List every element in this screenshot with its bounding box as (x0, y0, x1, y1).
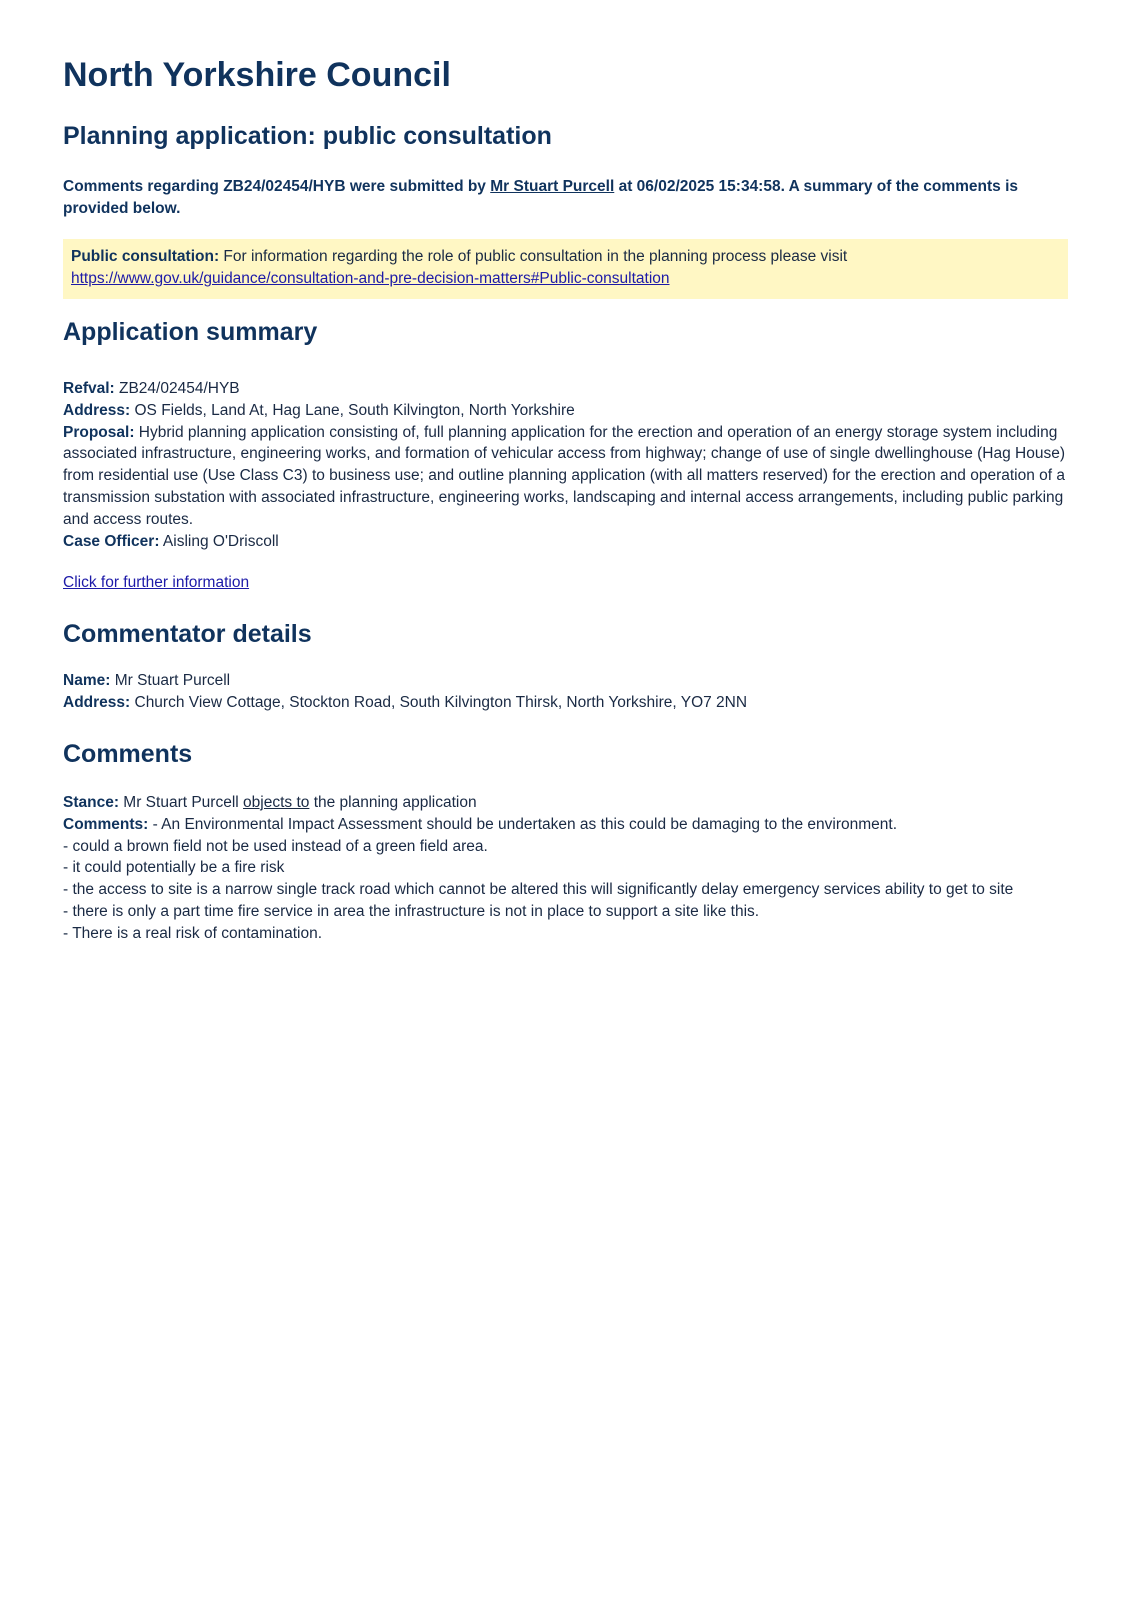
stance-prefix: Mr Stuart Purcell (119, 794, 244, 811)
address-value: OS Fields, Land At, Hag Lane, South Kilvington, North Yorkshire (130, 401, 575, 419)
commentator-address-value: Church View Cottage, Stockton Road, South Kilvington Thirsk, North Yorkshire, YO7 2NN (130, 693, 748, 711)
commentator-address-label: Address: (63, 693, 131, 711)
application-summary (63, 378, 1068, 552)
submission-intro (63, 176, 1068, 220)
comment-text: - An Environmental Impact Assessment should be undertaken as this could be damaging to the environment. (148, 815, 898, 833)
comment-line: - the access to site is a narrow single track road which cannot be altered this will significantly delay emergency services ability to get to site (63, 881, 1014, 899)
page-title: Planning application: public consultation (63, 122, 552, 150)
proposal-label: Proposal: (63, 423, 135, 441)
notice-label: Public consultation: (71, 248, 220, 265)
comment-line (63, 814, 1068, 836)
commentator-address-row (63, 692, 1068, 714)
commentator-name-label: Name: (63, 672, 111, 689)
stance-row (63, 792, 1068, 814)
case-officer-row (63, 531, 1068, 553)
comments-section (63, 792, 1068, 945)
stance-verb: objects to (243, 794, 310, 811)
notice-text: For information regarding the role of public consultation in the planning process please visit (219, 248, 848, 265)
submitter-name: Mr Stuart Purcell (490, 178, 615, 195)
comment-line: - there is only a part time fire service in area the infrastructure is not in place to support a site like this. (63, 902, 760, 920)
intro-prefix: Comments regarding ZB24/02454/HYB were submitted by (63, 178, 491, 195)
commentator-heading: Commentator details (63, 620, 312, 648)
refval-row (63, 378, 1068, 400)
intro-suffix: at 06/02/2025 15:34:58. A summary of the comments is provided below. (63, 178, 1019, 217)
comment-line: - it could potentially be a fire risk (63, 859, 285, 877)
comment-line: - could a brown field not be used instead of a green field area. (63, 837, 488, 855)
refval-label: Refval: (63, 380, 115, 397)
address-label: Address: (63, 401, 131, 419)
comment-line: - There is a real risk of contamination. (63, 924, 323, 942)
refval-value: ZB24/02454/HYB (114, 380, 240, 397)
commentator-name-value: Mr Stuart Purcell (110, 672, 231, 689)
public-consultation-notice (63, 239, 1068, 299)
commentator-name-row (63, 670, 1068, 692)
further-information-link[interactable]: Click for further information (63, 574, 250, 591)
commentator-details (63, 670, 1068, 714)
proposal-row (63, 422, 1068, 531)
application-summary-heading: Application summary (63, 318, 318, 346)
comments-label: Comments: (63, 815, 149, 833)
stance-suffix: the planning application (309, 794, 477, 811)
consultation-guidance-link[interactable]: https://www.gov.uk/guidance/consultation-and-pre-decision-matters#Public-consultation (71, 270, 670, 287)
further-info-row (63, 572, 1068, 594)
proposal-value: Hybrid planning application consisting of, full planning application for the erection and operation of an energy storage system including associated infrastructure, engineering works, and formation of vehicular access from highway; change of use of single dwellinghouse (Hag House) from residential use (Use Class C3) to business use; and outline planning application (with all matters reserved) for the erection and operation of a transmission substation with associated infrastructure, engineering works, landscaping and internal access arrangements, including public parking and access routes. (63, 423, 1066, 528)
council-title: North Yorkshire Council (63, 56, 451, 94)
case-officer-label: Case Officer: (63, 532, 160, 550)
comments-heading: Comments (63, 740, 193, 768)
address-row (63, 400, 1068, 422)
stance-label: Stance: (63, 794, 119, 811)
case-officer-value: Aisling O'Driscoll (159, 532, 279, 550)
